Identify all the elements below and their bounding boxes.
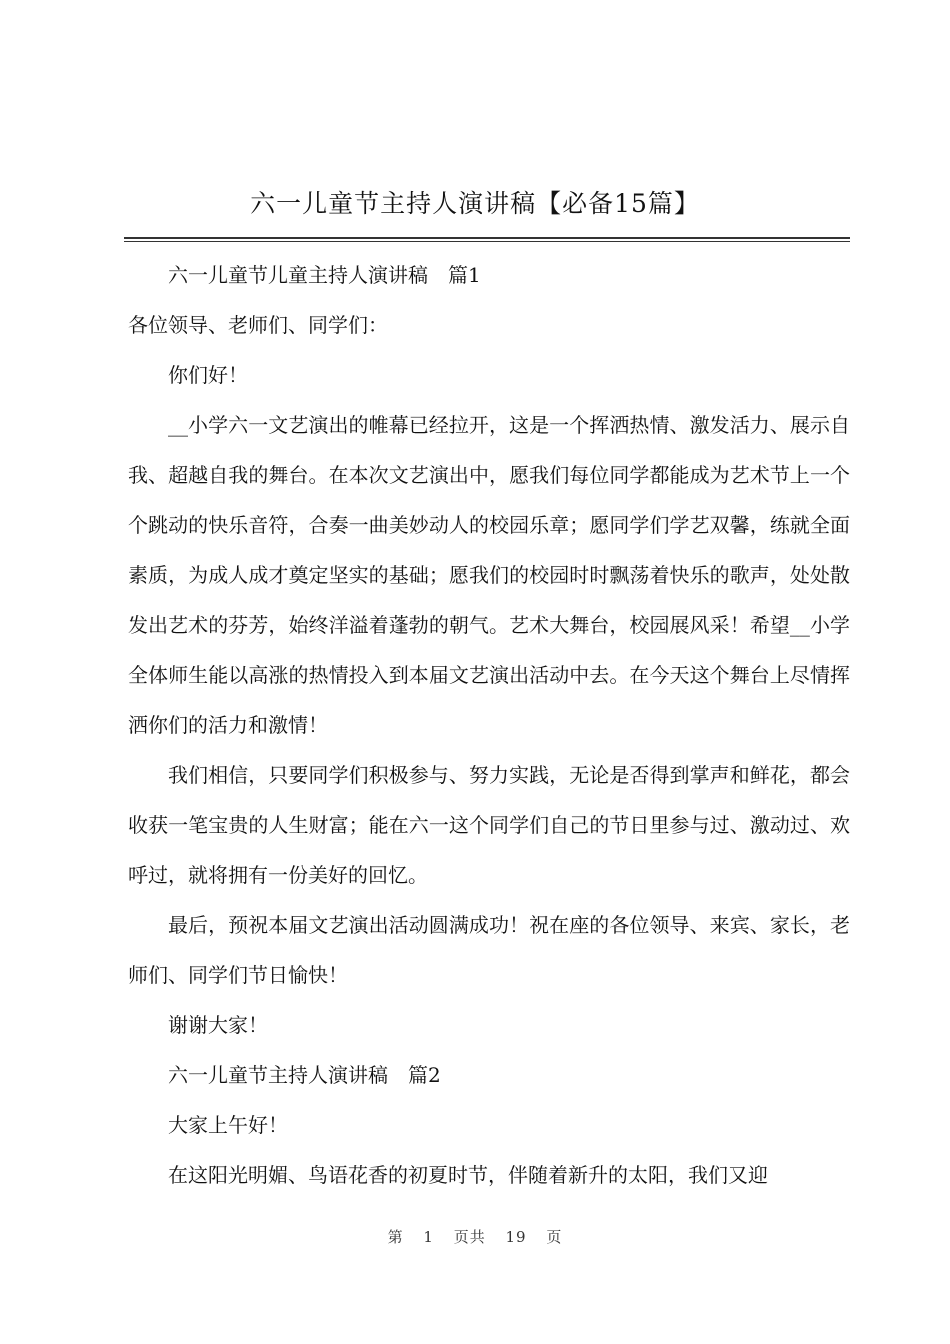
greeting: 你们好！ bbox=[168, 363, 248, 387]
closing-thanks: 谢谢大家！ bbox=[168, 1013, 268, 1037]
page-footer: 第 1 页共 19 页 bbox=[387, 1228, 563, 1246]
body-paragraph: 在这阳光明媚、鸟语花香的初夏时节，伴随着新升的太阳，我们又迎 bbox=[168, 1163, 768, 1187]
body-paragraph: 最后，预祝本届文艺演出活动圆满成功！祝在座的各位领导、来宾、家长，老师们、同学们节日愉快！ bbox=[128, 913, 850, 987]
section-heading-1: 六一儿童节儿童主持人演讲稿 篇1 bbox=[168, 263, 481, 287]
section-heading-2: 六一儿童节主持人演讲稿 篇2 bbox=[168, 1063, 441, 1087]
title-divider bbox=[124, 237, 850, 242]
greeting: 大家上午好！ bbox=[168, 1113, 288, 1137]
salutation: 各位领导、老师们、同学们： bbox=[128, 313, 388, 337]
document-title: 六一儿童节主持人演讲稿【必备15篇】 bbox=[250, 189, 700, 218]
document-body bbox=[128, 250, 850, 1200]
body-paragraph: __小学六一文艺演出的帷幕已经拉开，这是一个挥洒热情、激发活力、展示自我、超越自我的舞台。在本次文艺演出中，愿我们每位同学都能成为艺术节上一个个跳动的快乐音符，合奏一曲美妙动人的校园乐章；愿同学们学艺双馨，练就全面素质，为成人成才奠定坚实的基础；愿我们的校园时时飘荡着快乐的歌声，处处散发出艺术的芬芳，始终洋溢着蓬勃的朝气。艺术大舞台，校园展风采！希望__小学全体师生能以高涨的热情投入到本届文艺演出活动中去。在今天这个舞台上尽情挥洒你们的活力和激情！ bbox=[128, 413, 850, 737]
body-paragraph: 我们相信，只要同学们积极参与、努力实践，无论是否得到掌声和鲜花，都会收获一笔宝贵的人生财富；能在六一这个同学们自己的节日里参与过、激动过、欢呼过，就将拥有一份美好的回忆。 bbox=[128, 763, 850, 887]
